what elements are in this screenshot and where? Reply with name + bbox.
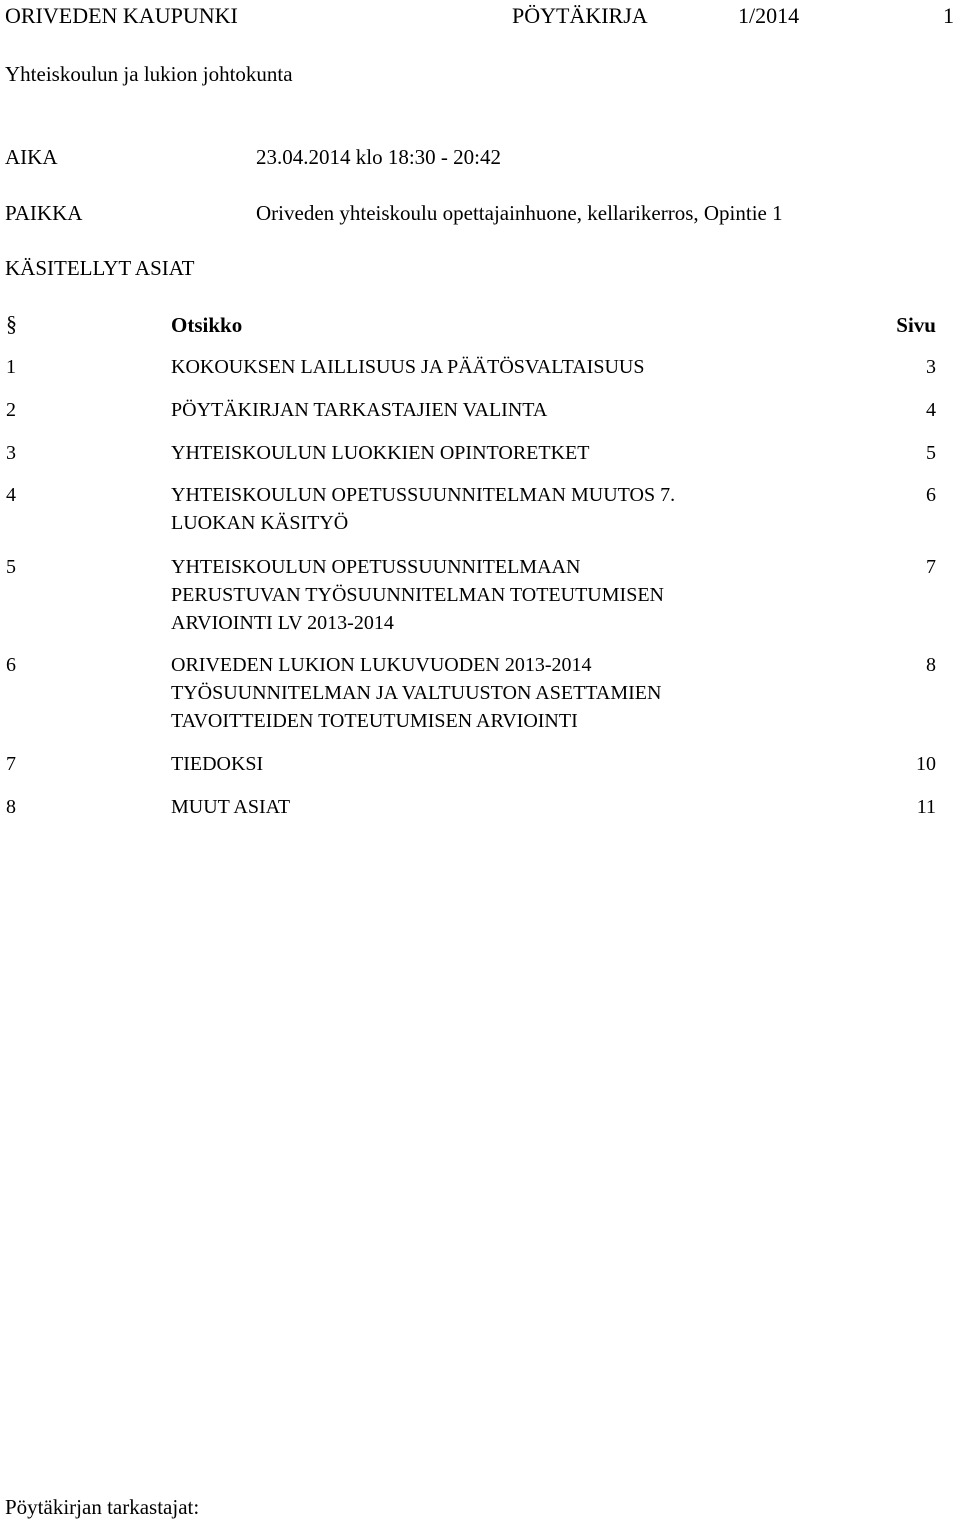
toc-item-title [171, 553, 771, 637]
toc-item-page: 5 [926, 442, 936, 464]
toc-item-title-line: ORIVEDEN LUKION LUKUVUODEN 2013-2014 [171, 654, 592, 676]
toc-item-number: 1 [6, 356, 16, 378]
toc-item-number: 3 [6, 442, 16, 464]
org-name: ORIVEDEN KAUPUNKI [5, 3, 238, 28]
section-sign-icon: § [6, 311, 17, 336]
toc-item-number: 2 [6, 399, 16, 421]
toc-item-title-line: YHTEISKOULUN OPETUSSUUNNITELMAAN [171, 556, 581, 578]
toc-item-title-line: MUUT ASIAT [171, 796, 291, 818]
toc-item-page: 11 [916, 796, 936, 818]
toc-item-title-line: YHTEISKOULUN OPETUSSUUNNITELMAN MUUTOS 7. [171, 484, 676, 506]
toc-item-title [171, 353, 771, 381]
toc-item-title-line: TYÖSUUNNITELMAN JA VALTUUSTON ASETTAMIEN [171, 682, 662, 704]
time-value: 23.04.2014 klo 18:30 - 20:42 [256, 145, 501, 169]
toc-item-title-line: PÖYTÄKIRJAN TARKASTAJIEN VALINTA [171, 399, 548, 421]
place-value: Oriveden yhteiskoulu opettajainhuone, kellarikerros, Opintie 1 [256, 201, 783, 225]
place-label: PAIKKA [5, 201, 83, 225]
toc-item-title-line: YHTEISKOULUN LUOKKIEN OPINTORETKET [171, 442, 590, 464]
toc-item-page: 4 [926, 399, 936, 421]
toc-item-number: 6 [6, 654, 16, 676]
toc-item-title-line: TAVOITTEIDEN TOTEUTUMISEN ARVIOINTI [171, 710, 578, 732]
toc-page-header: Sivu [896, 313, 936, 337]
toc-item-title [171, 481, 771, 537]
committee-name: Yhteiskoulun ja lukion johtokunta [5, 62, 293, 86]
toc-item-title [171, 793, 771, 821]
handled-matters-label: KÄSITELLYT ASIAT [5, 256, 195, 280]
toc-item-page: 10 [916, 753, 936, 775]
document-number: 1/2014 [738, 3, 800, 28]
document-type: PÖYTÄKIRJA [512, 3, 648, 28]
toc-item-page: 6 [926, 484, 936, 506]
toc-item-page: 3 [926, 356, 936, 378]
toc-item-number: 4 [6, 484, 16, 506]
toc-item-number: 7 [6, 753, 16, 775]
toc-item-page: 7 [926, 556, 936, 578]
toc-item-title [171, 750, 771, 778]
toc-item-number: 8 [6, 796, 16, 818]
toc-item-title [171, 439, 771, 467]
toc-title-header: Otsikko [171, 313, 243, 337]
time-label: AIKA [5, 145, 58, 169]
toc-item-title-line: PERUSTUVAN TYÖSUUNNITELMAN TOTEUTUMISEN [171, 584, 664, 606]
toc-item-title-line: ARVIOINTI LV 2013-2014 [171, 612, 394, 634]
toc-item-title-line: TIEDOKSI [171, 753, 264, 775]
toc-item-title [171, 396, 771, 424]
minutes-checkers-label: Pöytäkirjan tarkastajat: [5, 1495, 200, 1519]
toc-item-page: 8 [926, 654, 936, 676]
toc-item-title-line: KOKOUKSEN LAILLISUUS JA PÄÄTÖSVALTAISUUS [171, 356, 645, 378]
toc-item-title [171, 651, 771, 735]
toc-item-number: 5 [6, 556, 16, 578]
toc-item-title-line: LUOKAN KÄSITYÖ [171, 512, 349, 534]
page-number: 1 [943, 3, 954, 28]
